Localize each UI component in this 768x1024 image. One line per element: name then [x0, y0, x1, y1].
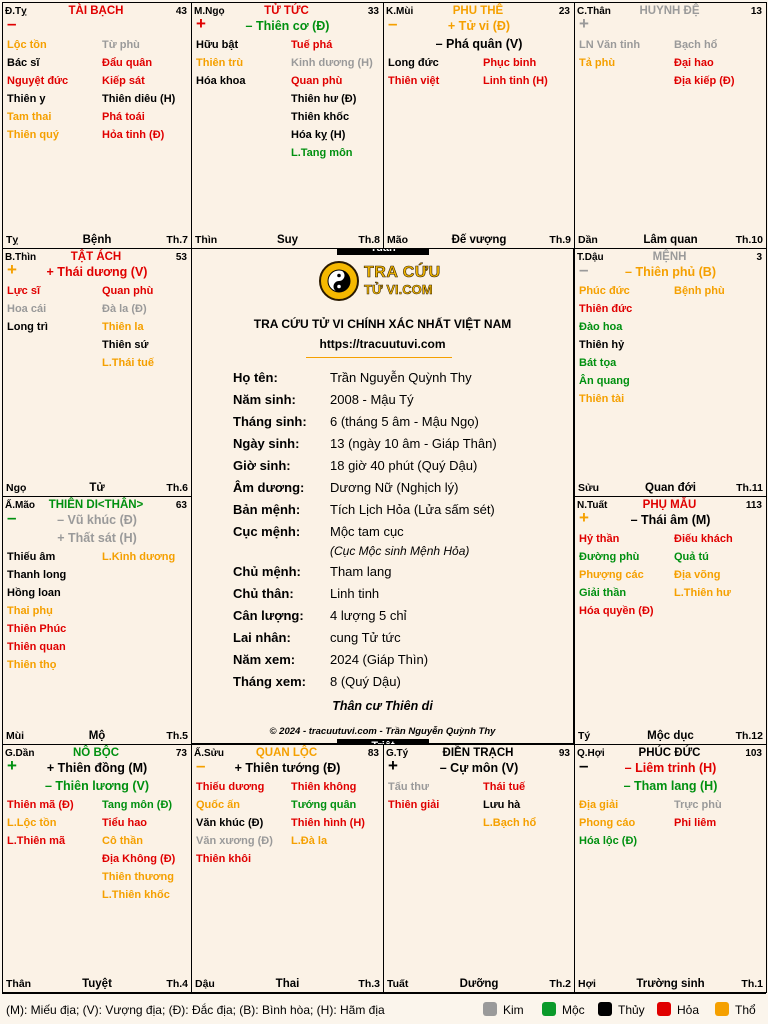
minor-star-left: Đào hoa: [579, 321, 623, 333]
palace-header: [5, 499, 187, 513]
palace-month: Th.10: [735, 234, 763, 246]
minor-star-left: Hoa cái: [7, 303, 47, 315]
palace-footer: [387, 233, 571, 246]
palace-name: TỬ TỨC: [264, 5, 309, 17]
minor-star-left: Thiếu dương: [196, 781, 265, 793]
detail-value: 18 giờ 40 phút (Quý Dậu): [330, 458, 478, 473]
minor-star-right: Bệnh phù: [674, 285, 725, 297]
palace-month: Th.3: [358, 978, 380, 990]
palace-can-chi: Ấ.Sửu: [194, 748, 225, 759]
detail-label: Năm sinh:: [233, 392, 296, 407]
minor-star-right: Thiên không: [291, 781, 357, 793]
minor-star-right: Tiểu hao: [102, 817, 148, 829]
detail-label: Cân lượng:: [233, 608, 304, 623]
palace-branch: Tý: [578, 730, 591, 742]
minor-star-left: Bát tọa: [579, 357, 617, 369]
minor-star-left: Đường phù: [579, 551, 640, 563]
palace-month: Th.6: [166, 482, 188, 494]
detail-value: 8 (Quý Dậu): [330, 674, 401, 689]
palace-can-chi: K.Mùi: [386, 6, 414, 17]
minor-star-right: L.Thiên khốc: [102, 889, 170, 901]
minor-star-left: Tam thai: [7, 111, 52, 123]
palace-stage: Lâm quan: [643, 234, 698, 246]
minor-star-left: Địa giải: [579, 799, 619, 811]
palace-age: 63: [175, 500, 187, 511]
palace-can-chi: N.Tuất: [577, 500, 608, 511]
palace-stage: Dưỡng: [459, 978, 499, 990]
palace-sign: –: [579, 260, 589, 279]
palace-branch: Mão: [387, 234, 408, 246]
detail-value: 13 (ngày 10 âm - Giáp Thân): [330, 436, 497, 451]
detail-value: 2024 (Giáp Thìn): [330, 652, 429, 667]
main-star: + Thái dương (V): [46, 265, 148, 279]
legend-label: Kim: [503, 1003, 524, 1017]
legend-label: Thủy: [618, 1003, 645, 1017]
minor-star-right: Thái tuế: [483, 781, 526, 793]
minor-star-left: Thiếu âm: [7, 551, 56, 563]
palace-than[interactable]: [574, 2, 767, 249]
detail-label: Âm dương:: [233, 480, 305, 495]
palace-can-chi: Q.Hợi: [577, 748, 605, 759]
logo-text-line2: TỬ VI.COM: [364, 282, 433, 297]
palace-sign: +: [196, 14, 206, 33]
palace-footer: [195, 977, 380, 990]
detail-value: 2008 - Mậu Tý: [330, 392, 414, 407]
palace-age: 73: [175, 748, 187, 759]
minor-star-right: Thiên thương: [102, 871, 174, 883]
palace-footer: [6, 977, 188, 990]
palace-name: HUYNH ĐỆ: [639, 5, 700, 17]
minor-star-left: Thiên khôi: [196, 853, 251, 865]
minor-star-right: Quan phù: [102, 285, 154, 297]
copyright: © 2024 - tracuutuvi.com - Trần Nguyễn Quỳnh Thy: [269, 726, 496, 737]
main-star: – Thiên cơ (Đ): [245, 19, 330, 33]
main-star: + Thiên tướng (Đ): [234, 761, 341, 775]
palace-month: Th.9: [549, 234, 571, 246]
palace-sign: –: [7, 14, 17, 33]
palace-branch: Ngọ: [6, 482, 27, 494]
palace-branch: Sửu: [578, 482, 600, 494]
detail-value: (Cục Mộc sinh Mệnh Hỏa): [330, 544, 470, 558]
minor-star-right: Thiên hư (Đ): [291, 93, 357, 105]
minor-star-left: Thiên quan: [7, 641, 66, 653]
minor-star-left: Quốc ấn: [196, 799, 241, 811]
palace-branch: Tuất: [387, 978, 409, 990]
main-star: – Thiên phủ (B): [625, 265, 716, 279]
minor-star-left: Văn khúc (Đ): [196, 817, 264, 829]
palace-dau[interactable]: [574, 248, 767, 497]
palace-header: [577, 499, 762, 513]
palace-branch: Hợi: [578, 978, 596, 990]
detail-value: 4 lượng 5 chỉ: [330, 608, 407, 623]
palace-name: NÔ BỘC: [73, 747, 119, 759]
minor-star-right: Hỏa tinh (Đ): [102, 129, 165, 141]
detail-label: Chủ thân:: [233, 586, 294, 601]
detail-label: Năm xem:: [233, 652, 296, 667]
minor-star-right: L.Kình dương: [102, 551, 176, 563]
palace-footer: [387, 977, 571, 990]
legend-text: (M): Miếu địa; (V): Vượng địa; (Đ): Đắc địa; (B): Bình hòa; (H): Hãm địa: [6, 1003, 385, 1017]
palace-branch: Tỵ: [6, 234, 19, 246]
palace-can-chi: Đ.Tỵ: [5, 6, 27, 17]
minor-star-left: Hóa khoa: [196, 75, 246, 87]
detail-value: 6 (tháng 5 âm - Mậu Ngọ): [330, 414, 479, 429]
minor-star-left: Thiên tài: [579, 393, 625, 405]
minor-star-right: Trực phù: [674, 799, 722, 811]
minor-star-right: Bạch hổ: [674, 39, 718, 51]
palace-ty2[interactable]: [383, 744, 575, 993]
minor-star-left: Hóa lộc (Đ): [579, 835, 638, 847]
minor-star-left: Tả phù: [579, 57, 616, 69]
palace-footer: [578, 481, 763, 494]
minor-star-left: Ân quang: [579, 375, 630, 387]
palace-stage: Mộc dục: [647, 730, 694, 742]
palace-name: ĐIỀN TRẠCH: [442, 747, 514, 759]
minor-star-right: Địa kiếp (Đ): [674, 75, 735, 87]
minor-star-left: Tấu thư: [388, 781, 429, 793]
minor-star-left: Hồng loan: [7, 587, 61, 599]
palace-sign: +: [579, 14, 589, 33]
detail-value: Trần Nguyễn Quỳnh Thy: [330, 370, 472, 385]
minor-star-left: Nguyệt đức: [7, 75, 69, 87]
site-url[interactable]: https://tracuutuvi.com: [319, 337, 446, 351]
minor-star-right: Lưu hà: [483, 799, 521, 811]
detail-label: Tháng xem:: [233, 674, 306, 689]
yin-yang-icon: [319, 261, 359, 301]
detail-label: Tháng sinh:: [233, 414, 307, 429]
palace-branch: Thân: [6, 978, 32, 990]
minor-star-right: Từ phù: [102, 39, 140, 51]
legend-label: Mộc: [562, 1003, 585, 1017]
palace-name: QUAN LỘC: [255, 747, 318, 759]
palace-mui[interactable]: [383, 2, 575, 249]
palace-stage: Bệnh: [82, 234, 112, 246]
legend-swatch-mộc: [542, 1002, 556, 1016]
minor-star-left: Thiên y: [7, 93, 46, 105]
palace-header: [5, 251, 187, 265]
palace-name: TÀI BẠCH: [68, 5, 124, 17]
minor-star-right: Đại hao: [674, 57, 714, 69]
palace-mao[interactable]: [2, 496, 192, 745]
palace-header: [386, 747, 570, 761]
main-star: + Tử vi (Đ): [447, 19, 511, 33]
minor-star-left: L.Lộc tồn: [7, 817, 57, 829]
palace-month: Th.1: [741, 978, 763, 990]
palace-age: 93: [558, 748, 570, 759]
minor-star-left: Thiên Phúc: [7, 623, 67, 635]
palace-stage: Tử: [89, 482, 105, 494]
palace-age: 113: [745, 500, 762, 511]
palace-header: [5, 5, 187, 19]
minor-star-right: Điếu khách: [674, 533, 733, 545]
minor-star-right: Tuế phá: [291, 39, 333, 51]
palace-ngo[interactable]: [191, 2, 384, 249]
palace-can-chi: B.Thìn: [5, 252, 37, 263]
palace-header: [5, 747, 187, 761]
minor-star-right: L.Đà la: [291, 835, 328, 847]
legend-swatch-hỏa: [657, 1002, 671, 1016]
palace-age: 3: [756, 252, 762, 263]
palace-name: PHÚC ĐỨC: [638, 747, 701, 759]
palace-footer: [578, 729, 763, 742]
minor-star-left: Hữu bật: [196, 39, 239, 51]
palace-sign: +: [7, 756, 17, 775]
detail-value: Tích Lịch Hỏa (Lửa sấm sét): [330, 502, 495, 517]
minor-star-left: Phượng các: [579, 569, 644, 581]
palace-can-chi: G.Dần: [5, 748, 35, 759]
palace-can-chi: M.Ngọ: [194, 6, 225, 17]
minor-star-right: Hóa kỵ (H): [291, 129, 346, 141]
palace-header: [194, 747, 379, 761]
main-star: – Liêm trinh (H): [624, 761, 717, 775]
minor-star-left: Giải thần: [579, 587, 627, 599]
palace-sign: +: [7, 260, 17, 279]
detail-label: Lai nhân:: [233, 630, 291, 645]
minor-star-right: Kinh dương (H): [291, 57, 373, 69]
palace-footer: [578, 233, 763, 246]
minor-star-right: Phá toái: [102, 111, 145, 123]
minor-star-right: Linh tinh (H): [483, 75, 548, 87]
detail-value: Dương Nữ (Nghịch lý): [330, 480, 459, 495]
palace-footer: [6, 729, 188, 742]
main-star: – Phá quân (V): [435, 37, 523, 51]
legend-swatch-thủy: [598, 1002, 612, 1016]
palace-stage: Mộ: [88, 730, 106, 742]
palace-age: 23: [558, 6, 570, 17]
minor-star-left: Thiên việt: [388, 75, 440, 87]
url-underline: [306, 357, 452, 358]
palace-month: Th.11: [736, 482, 763, 494]
minor-star-right: L.Thái tuế: [102, 357, 154, 369]
minor-star-right: Địa Không (Đ): [102, 853, 176, 865]
minor-star-right: Thiên diêu (H): [102, 93, 176, 105]
palace-month: Th.12: [735, 730, 763, 742]
palace-name: TẬT ÁCH: [70, 251, 122, 263]
palace-name: THIÊN DI<THÂN>: [48, 499, 144, 511]
palace-sign: +: [388, 756, 398, 775]
detail-value: Linh tinh: [330, 586, 380, 601]
palace-branch: Mùi: [6, 730, 25, 742]
minor-star-left: Long đức: [388, 57, 439, 69]
palace-age: 33: [367, 6, 379, 17]
palace-sign: –: [7, 508, 17, 527]
palace-header: [386, 5, 570, 19]
minor-star-right: Thiên hình (H): [291, 817, 365, 829]
minor-star-left: Thanh long: [7, 569, 67, 581]
palace-can-chi: G.Tý: [386, 748, 409, 759]
main-star: – Vũ khúc (Đ): [57, 513, 137, 527]
minor-star-left: LN Văn tinh: [579, 39, 641, 51]
main-star: – Cự môn (V): [439, 761, 519, 775]
detail-value: cung Tử tức: [330, 630, 401, 645]
palace-footer: [195, 233, 380, 246]
minor-star-right: Thiên la: [102, 321, 144, 333]
detail-label: Ngày sinh:: [233, 436, 300, 451]
minor-star-left: Phúc đức: [579, 285, 630, 297]
minor-star-left: Thiên trù: [196, 57, 244, 69]
palace-name: PHỤ MẪU: [642, 499, 697, 511]
detail-value: Mộc tam cục: [330, 524, 404, 539]
palace-can-chi: T.Dậu: [577, 252, 604, 263]
palace-header: [194, 5, 379, 19]
minor-star-right: L.Thiên hư: [674, 587, 731, 599]
minor-star-left: L.Thiên mã: [7, 835, 66, 847]
detail-label: Cục mệnh:: [233, 524, 301, 539]
palace-footer: [578, 977, 763, 990]
palace-age: 83: [367, 748, 379, 759]
detail-label: Bản mệnh:: [233, 502, 301, 517]
detail-label: Họ tên:: [233, 370, 278, 385]
palace-dan[interactable]: [2, 744, 192, 993]
palace-age: 43: [175, 6, 187, 17]
palace-stage: Thai: [275, 978, 300, 990]
palace-header: [577, 747, 762, 761]
palace-month: Th.5: [166, 730, 188, 742]
palace-sign: –: [196, 756, 206, 775]
palace-thin[interactable]: [2, 248, 192, 497]
palace-footer: [6, 481, 188, 494]
legend-swatch-thổ: [715, 1002, 729, 1016]
minor-star-left: Thiên đức: [579, 303, 633, 315]
minor-star-left: Lực sĩ: [7, 285, 41, 297]
logo-text-line1: TRA CỨU: [364, 264, 441, 281]
palace-month: Th.4: [166, 978, 188, 990]
palace-header: [577, 251, 762, 265]
main-star: – Thái âm (M): [630, 513, 711, 527]
palace-branch: Thìn: [195, 234, 218, 246]
minor-star-right: Phi liêm: [674, 817, 717, 829]
palace-branch: Dần: [578, 234, 598, 246]
palace-can-chi: C.Thân: [577, 6, 611, 17]
palace-stage: Quan đới: [645, 482, 696, 494]
legend-swatch-kim: [483, 1002, 497, 1016]
detail-label: Chủ mệnh:: [233, 564, 301, 579]
palace-stage: Đế vượng: [451, 234, 507, 246]
minor-star-left: Bác sĩ: [7, 57, 40, 69]
palace-hoi[interactable]: [574, 744, 767, 993]
main-star: – Thiên lương (V): [44, 779, 150, 793]
minor-star-left: Lộc tồn: [7, 39, 47, 51]
minor-star-left: Hỷ thần: [579, 533, 620, 545]
minor-star-right: Thiên khốc: [291, 111, 350, 123]
detail-label: Giờ sinh:: [233, 458, 291, 473]
minor-star-left: Long trì: [7, 321, 48, 333]
palace-branch: Dậu: [195, 978, 215, 990]
minor-star-right: L.Bạch hổ: [483, 817, 537, 829]
minor-star-left: Thiên hỷ: [579, 339, 625, 351]
palace-footer: [6, 233, 188, 246]
minor-star-right: Quan phù: [291, 75, 343, 87]
palace-stage: Suy: [276, 234, 299, 246]
minor-star-right: Phục binh: [483, 57, 537, 69]
detail-value: Tham lang: [330, 564, 392, 579]
palace-name: MỆNH: [652, 251, 687, 263]
palace-month: Th.2: [549, 978, 571, 990]
center-info-panel: [191, 248, 574, 744]
minor-star-left: Thai phụ: [7, 605, 53, 617]
minor-star-left: Thiên giải: [388, 799, 440, 811]
palace-stage: Tuyệt: [82, 978, 112, 990]
palace-sign: +: [579, 508, 589, 527]
site-title: TRA CỨU TỬ VI CHÍNH XÁC NHẤT VIỆT NAM: [253, 317, 512, 331]
minor-star-right: Quả tú: [674, 551, 709, 563]
logo[interactable]: [319, 261, 449, 301]
minor-star-left: Thiên quý: [7, 129, 59, 141]
minor-star-right: Tang môn (Đ): [102, 799, 173, 811]
palace-tuat[interactable]: [574, 496, 767, 745]
minor-star-right: Đà la (Đ): [102, 303, 147, 315]
minor-star-right: Thiên sứ: [102, 339, 149, 351]
palace-age: 13: [750, 6, 762, 17]
legend-label: Hỏa: [677, 1003, 700, 1017]
than-cu-note: Thân cư Thiên di: [332, 699, 433, 713]
minor-star-left: Văn xương (Đ): [196, 835, 273, 847]
minor-star-left: Phong cáo: [579, 817, 636, 829]
palace-sign: –: [388, 14, 398, 33]
minor-star-right: Địa võng: [674, 569, 721, 581]
palace-ty[interactable]: [2, 2, 192, 249]
palace-can-chi: Ấ.Mão: [5, 500, 35, 511]
palace-month: Th.7: [166, 234, 188, 246]
palace-age: 103: [745, 748, 762, 759]
palace-sign: –: [579, 756, 589, 775]
palace-age: 53: [175, 252, 187, 263]
main-star: – Tham lang (H): [623, 779, 718, 793]
main-star: + Thiên đồng (M): [46, 761, 148, 775]
main-star: + Thất sát (H): [57, 531, 137, 545]
palace-suu[interactable]: [191, 744, 384, 993]
minor-star-right: Đẩu quân: [102, 57, 153, 69]
palace-name: PHU THÊ: [452, 5, 504, 17]
minor-star-left: Thiên thọ: [7, 659, 57, 671]
minor-star-right: Tướng quân: [291, 799, 357, 811]
minor-star-left: Hóa quyền (Đ): [579, 605, 654, 617]
palace-stage: Trường sinh: [636, 978, 705, 990]
minor-star-right: Cô thần: [102, 835, 143, 847]
minor-star-left: Thiên mã (Đ): [7, 799, 74, 811]
minor-star-right: L.Tang môn: [291, 147, 353, 159]
palace-month: Th.8: [358, 234, 380, 246]
legend-bar: [0, 996, 768, 1024]
minor-star-right: Kiếp sát: [102, 75, 145, 87]
legend-label: Thổ: [735, 1003, 756, 1017]
palace-header: [577, 5, 762, 19]
